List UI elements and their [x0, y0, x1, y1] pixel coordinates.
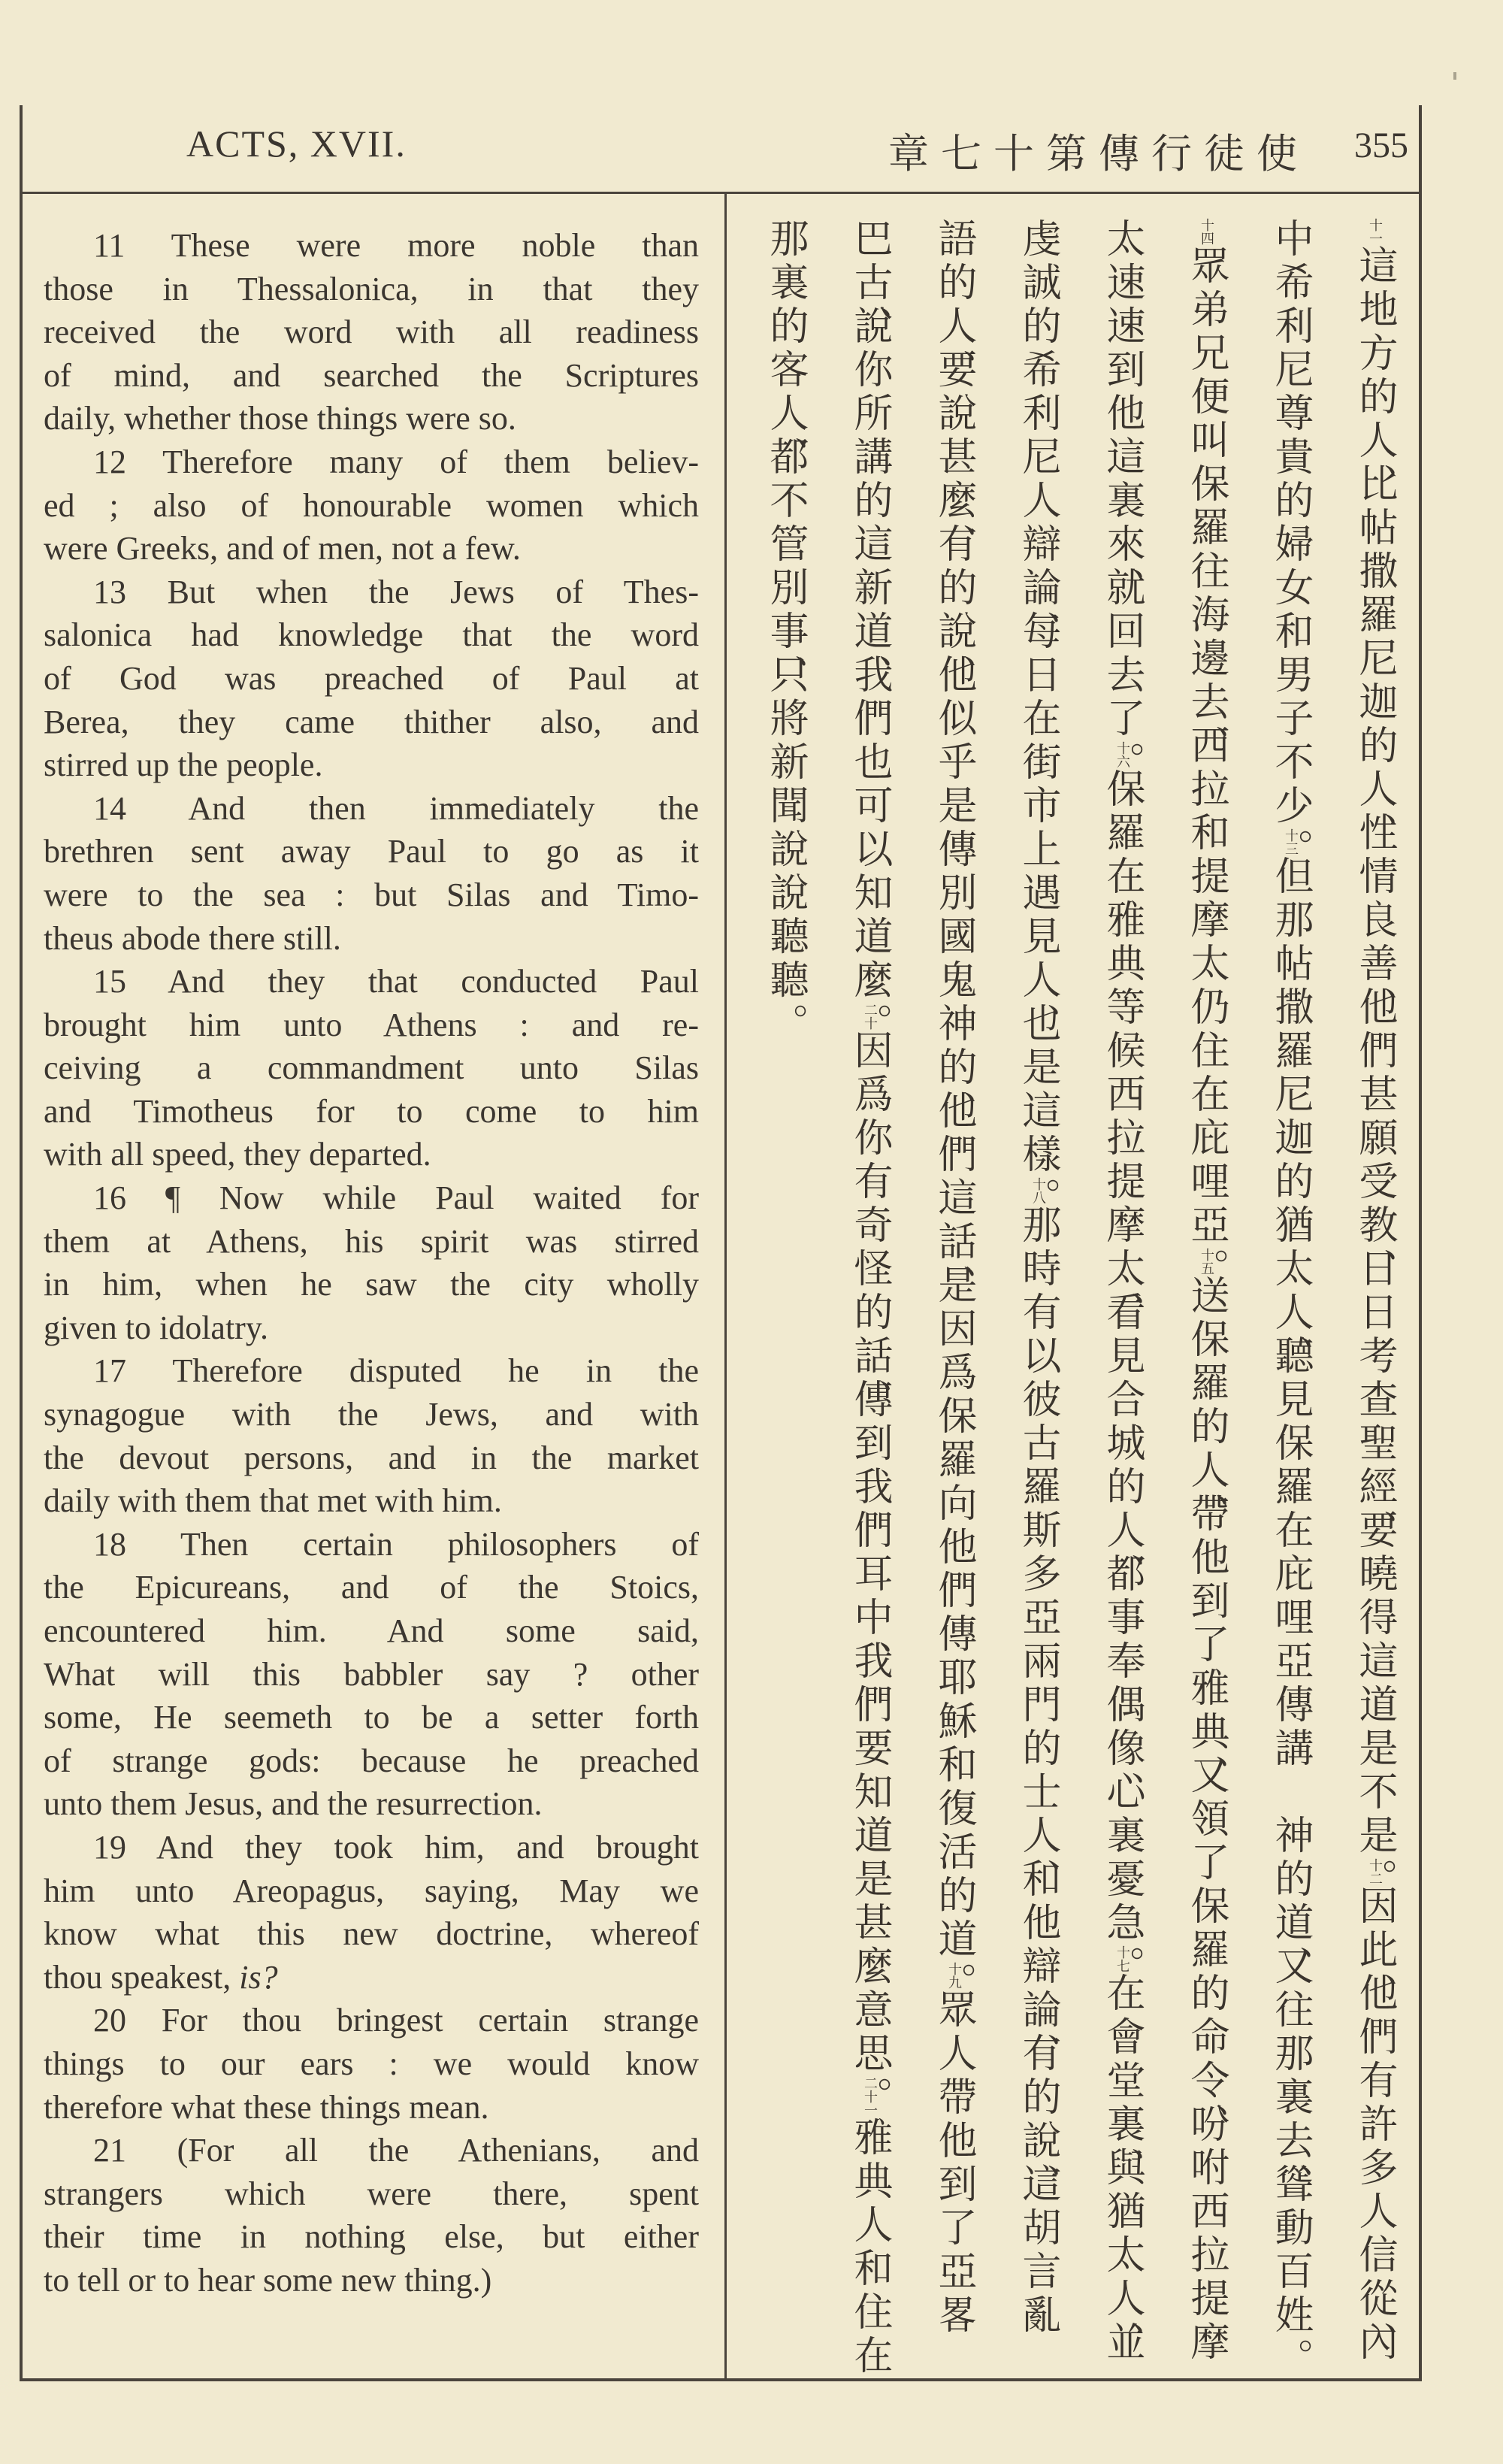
chinese-column: [743, 218, 827, 2368]
text-line: [44, 1912, 699, 1956]
header-book-english: ACTS, XVII.: [186, 123, 407, 165]
chinese-text: 那時有以彼古羅斯多亞兩門的士人和他辯論有的說這胡言亂: [1015, 1204, 1060, 2338]
chinese-text: 但那帖撒羅尼迦的猶太人聽見保羅在庇哩亞傳講 神的道又往那裏去聳動百姓: [1268, 855, 1313, 2338]
text-segment: synagogue with the Jews, and with: [44, 1396, 699, 1433]
verse-11: [44, 224, 699, 440]
chinese-column: [1248, 218, 1332, 2368]
text-line: [44, 268, 699, 311]
text-line: [44, 1306, 699, 1350]
text-line: [44, 2042, 699, 2086]
text-segment: 20 For thou bringest certain strange: [93, 2002, 699, 2039]
text-line: [44, 1956, 699, 1999]
text-line: [44, 1176, 699, 1220]
text-segment: things to our ears : we would know: [44, 2045, 699, 2082]
text-line: [44, 354, 699, 398]
verse-number: 十五: [1199, 1248, 1214, 1275]
text-segment: 15 And they that conducted Paul: [93, 963, 699, 1000]
verse-number: 二十: [862, 1003, 878, 1030]
chinese-text: 眾弟兄便叫保羅往海邊去西拉和提摩太仍住在庇哩亞: [1184, 245, 1229, 1248]
text-line: [44, 830, 699, 873]
text-line: [44, 1999, 699, 2042]
text-line: [44, 1220, 699, 1264]
text-segment: 18 Then certain philosophers of: [93, 1525, 699, 1563]
text-line: [44, 224, 699, 268]
chinese-text: 這地方的人比帖撒羅尼迦的人性情良善他們甚願受教日日考查聖經要曉得這道是不是: [1352, 245, 1397, 1858]
text-segment: received the word with all readiness: [44, 313, 699, 351]
text-segment: the devout persons, and in the market: [44, 1439, 699, 1476]
text-line: [44, 1653, 699, 1697]
text-segment: given to idolatry.: [44, 1309, 268, 1346]
text-line: [44, 1696, 699, 1739]
text-line: [44, 2172, 699, 2216]
text-segment: therefore what these things mean.: [44, 2088, 489, 2126]
text-segment: him unto Areopagus, saying, May we: [44, 1872, 699, 1909]
header-book-chinese: 使徒行傳第十七章: [888, 130, 1309, 177]
text-line: [44, 2215, 699, 2259]
text-line: [44, 397, 699, 440]
text-segment: thou speakest,: [44, 1958, 240, 1996]
text-segment: 13 But when the Jews of Thes-: [93, 573, 699, 610]
text-segment: daily, whether those things were so.: [44, 400, 516, 437]
text-line: [44, 1090, 699, 1134]
text-segment: of God was preached of Paul at: [44, 659, 699, 697]
chinese-text: 虔誠的希利尼人辯論每日在街市上遇見人也是這樣: [1015, 218, 1060, 1177]
text-segment: 11 These were more noble than: [93, 227, 699, 264]
text-segment: stirred up the people.: [44, 746, 323, 784]
text-line: [44, 743, 699, 787]
text-segment: salonica had knowledge that the word: [44, 616, 699, 654]
text-segment: know what this new doctrine, whereof: [44, 1915, 699, 1953]
chinese-column: [912, 218, 996, 2368]
verse-20: [44, 1999, 699, 2129]
verse-number: 十三: [1283, 828, 1299, 855]
text-line: [44, 484, 699, 528]
chinese-text: 語的人要說甚麼有的說他似乎是傳別國鬼神的他們這話是因爲保羅向他們傳耶穌和復活的道: [931, 218, 976, 1962]
text-segment: ceiving a commandment unto Silas: [44, 1049, 699, 1087]
verse-17: [44, 1349, 699, 1522]
text-line: [44, 2259, 699, 2302]
text-segment: 16 ¶ Now while Paul waited for: [93, 1179, 699, 1217]
text-segment: and Timotheus for to come to him: [44, 1092, 699, 1130]
running-header: [20, 105, 1422, 194]
chinese-text: 因此他們有許多人信從內: [1352, 1885, 1397, 2365]
text-line: [44, 657, 699, 701]
text-line: [44, 1046, 699, 1090]
verse-number: 十七: [1114, 1945, 1130, 1972]
chinese-column: [1164, 218, 1248, 2368]
verse-18: [44, 1523, 699, 1826]
text-line: [44, 1826, 699, 1869]
verse-number: 十四: [1199, 218, 1214, 245]
text-line: [44, 1349, 699, 1393]
verse-number: 十二: [1367, 1858, 1383, 1885]
chinese-text: 因爲你有奇怪的話傳到我們耳中我們要知道是甚麼意思: [847, 1030, 892, 2076]
text-segment: some, He seemeth to be a setter forth: [44, 1699, 699, 1736]
text-line: [44, 440, 699, 484]
text-segment: ed ; also of honourable women which: [44, 486, 699, 524]
text-segment: strangers which were there, spent: [44, 2175, 699, 2212]
text-line: [44, 960, 699, 1003]
chinese-text: 保羅在雅典等候西拉提摩太看見合城的人都事奉偶像心裏憂急: [1099, 768, 1145, 1945]
verse-number: 十九: [946, 1962, 962, 1989]
text-line: [44, 1393, 699, 1436]
text-line: [44, 1003, 699, 1047]
text-segment: were to the sea : but Silas and Timo-: [44, 876, 699, 913]
verse-number: 十六: [1114, 741, 1130, 768]
text-segment: theus abode there still.: [44, 919, 341, 957]
chinese-text: 中希利尼尊貴的婦女和男子不少: [1268, 218, 1313, 828]
chinese-column: [827, 218, 912, 2378]
text-segment: unto them Jesus, and the resurrection.: [44, 1785, 543, 1823]
text-line: [44, 1263, 699, 1306]
chinese-column: [1080, 218, 1164, 2368]
text-segment: 17 Therefore disputed he in the: [93, 1352, 699, 1390]
text-line: [44, 787, 699, 831]
verse-14: [44, 787, 699, 960]
verse-19: [44, 1826, 699, 1999]
text-line: [44, 527, 699, 571]
text-segment: 21 (For all the Athenians, and: [93, 2132, 699, 2169]
text-line: [44, 2129, 699, 2172]
chinese-text: 那裏的客人都不管別事只將新聞說說聽聽: [763, 218, 808, 1003]
verse-21: [44, 2129, 699, 2302]
text-segment: were Greeks, and of men, not a few.: [44, 530, 521, 568]
chinese-column: [996, 218, 1080, 2368]
text-line: [44, 1609, 699, 1653]
text-segment: to tell or to hear some new thing.): [44, 2261, 492, 2299]
italic-text: is?: [239, 1958, 278, 1996]
chinese-text: 太速速到他這裏來就回去了: [1099, 218, 1145, 741]
text-line: [44, 571, 699, 614]
text-line: [44, 613, 699, 657]
text-line: [44, 1869, 699, 1913]
text-line: [44, 310, 699, 354]
text-line: [44, 1479, 699, 1523]
text-line: [44, 1436, 699, 1480]
page-number: 355: [1354, 126, 1408, 165]
verse-13: [44, 571, 699, 787]
verse-number: 十一: [1367, 218, 1383, 245]
english-text-column: [44, 224, 699, 2302]
text-segment: 19 And they took him, and brought: [93, 1828, 699, 1866]
text-segment: daily with them that met with him.: [44, 1482, 502, 1520]
page-speck: [1453, 72, 1456, 80]
text-line: [44, 1523, 699, 1566]
chinese-text: 送保羅的人帶他到了雅典又領了保羅的命令吩咐西拉提摩: [1184, 1275, 1229, 2365]
chinese-text: 在會堂裏與猶太人並: [1099, 1972, 1145, 2365]
text-segment: 12 Therefore many of them believ-: [93, 443, 699, 480]
text-line: [44, 917, 699, 961]
chinese-column: [1332, 218, 1417, 2368]
chinese-text-column: [740, 218, 1417, 2378]
text-line: [44, 2086, 699, 2130]
text-segment: those in Thessalonica, in that they: [44, 270, 699, 307]
verse-16: [44, 1176, 699, 1349]
verse-number: 二十一: [862, 2076, 878, 2117]
chinese-text: 雅典人和住在: [847, 2117, 892, 2378]
text-segment: brought him unto Athens : and re-: [44, 1006, 699, 1043]
text-segment: encountered him. And some said,: [44, 1612, 699, 1649]
text-line: [44, 1566, 699, 1609]
verse-15: [44, 960, 699, 1176]
column-divider: [724, 194, 727, 2378]
text-segment: with all speed, they departed.: [44, 1136, 431, 1173]
chinese-text: 眾人帶他到了亞畧: [931, 1989, 976, 2338]
text-segment: brethren sent away Paul to go as it: [44, 833, 699, 870]
text-segment: their time in nothing else, but either: [44, 2218, 699, 2256]
text-line: [44, 1133, 699, 1176]
text-segment: in him, when he saw the city wholly: [44, 1266, 699, 1303]
text-segment: them at Athens, his spirit was stirred: [44, 1222, 699, 1260]
text-segment: the Epicureans, and of the Stoics,: [44, 1569, 699, 1606]
verse-12: [44, 440, 699, 571]
text-segment: What will this babbler say ? other: [44, 1655, 699, 1693]
text-line: [44, 1739, 699, 1783]
text-segment: of strange gods: because he preached: [44, 1742, 699, 1779]
text-line: [44, 873, 699, 917]
text-segment: Berea, they came thither also, and: [44, 703, 699, 740]
text-line: [44, 701, 699, 744]
verse-number: 十八: [1030, 1177, 1046, 1204]
text-line: [44, 1782, 699, 1826]
chinese-text: 巴古說你所講的這新道我們也可以知道麼: [847, 218, 892, 1003]
text-segment: of mind, and searched the Scriptures: [44, 356, 699, 394]
text-segment: 14 And then immediately the: [93, 789, 699, 827]
